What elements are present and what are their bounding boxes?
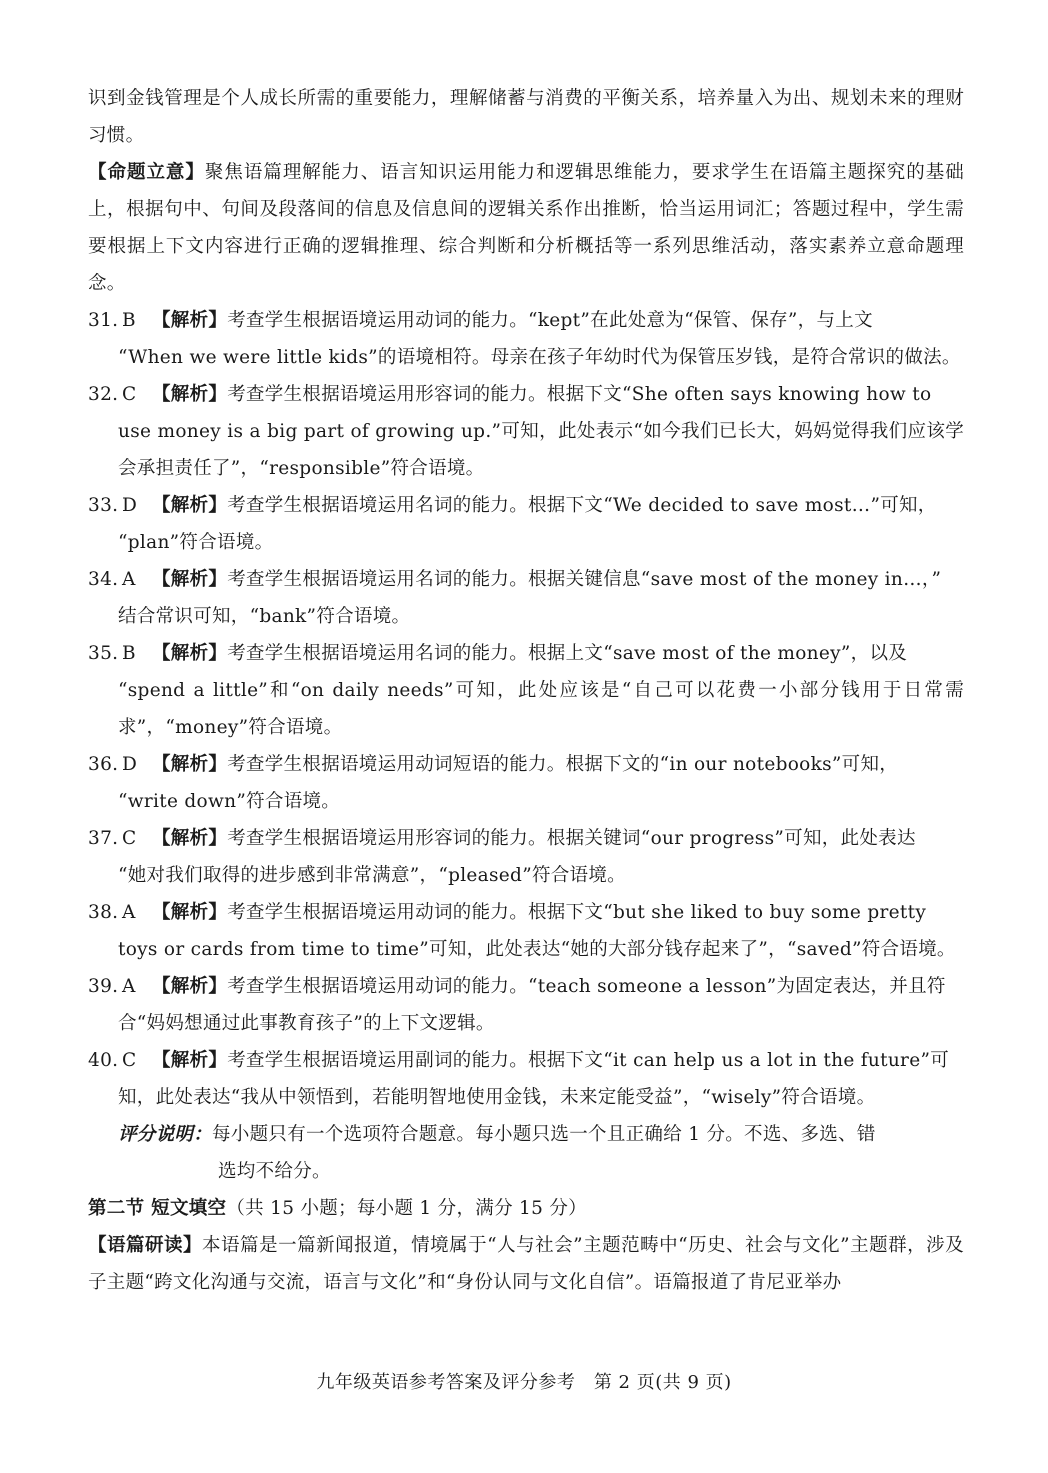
answer-item-38 [88,894,964,968]
analysis-tag: 【解析】 [152,495,228,516]
item-number: 35. [88,643,119,664]
item-answer: D [122,495,138,516]
item-answer: C [122,1050,137,1071]
item-number: 33. [88,495,119,516]
reading-study-label: 【语篇研读】 [88,1235,203,1256]
analysis-continuation: “她对我们取得的进步感到非常满意”，“pleased”符合语境。 [118,865,626,886]
analysis-continuation: use money is a big part of growing up.”可知，此处表示“如今我们已长大，妈妈觉得我们应该学会承担责任了”，“responsible”符合语境。 [118,421,964,479]
scoring-text-line2: 选均不给分。 [218,1161,331,1182]
analysis-first-line: 考查学生根据语境运用动词的能力。“kept”在此处意为“保管、保存”，与上文 [227,310,873,331]
item-number: 38. [88,902,119,923]
analysis-continuation: “write down”符合语境。 [118,791,341,812]
analysis-tag: 【解析】 [152,1050,228,1071]
analysis-first-line: 考查学生根据语境运用形容词的能力。根据关键词“our progress”可知，此处表达 [227,828,916,849]
analysis-tag: 【解析】 [152,643,228,664]
proposition-paragraph [88,154,964,302]
item-answer: B [122,643,136,664]
analysis-first-line: 考查学生根据语境运用形容词的能力。根据下文“She often says knowing how to [227,384,932,405]
item-number: 34. [88,569,119,590]
item-number: 31. [88,310,119,331]
answer-item-35 [88,635,964,746]
analysis-first-line: 考查学生根据语境运用动词的能力。“teach someone a lesson”为固定表达，并且符 [227,976,946,997]
analysis-tag: 【解析】 [152,310,228,331]
answer-item-31 [88,302,964,376]
analysis-tag: 【解析】 [152,754,228,775]
intro-continuation: 识到金钱管理是个人成长所需的重要能力，理解储蓄与消费的平衡关系，培养量入为出、规划未来的理财习惯。 [88,88,964,146]
answer-item-32 [88,376,964,487]
analysis-first-line: 考查学生根据语境运用名词的能力。根据上文“save most of the money”，以及 [227,643,908,664]
analysis-tag: 【解析】 [152,828,228,849]
item-number: 40. [88,1050,119,1071]
proposition-label: 【命题立意】 [88,162,205,183]
analysis-first-line: 考查学生根据语境运用副词的能力。根据下文“it can help us a lot in the future”可 [227,1050,950,1071]
answer-item-36 [88,746,964,820]
item-answer: C [122,384,137,405]
scoring-text-line1: 每小题只有一个选项符合题意。每小题只选一个且正确给 1 分。不选、多选、错 [212,1124,876,1145]
analysis-first-line: 考查学生根据语境运用名词的能力。根据关键信息“save most of the money in…，” [227,569,942,590]
answer-list [88,302,964,1116]
analysis-continuation: 合“妈妈想通过此事教育孩子”的上下文逻辑。 [118,1013,495,1034]
analysis-continuation: 结合常识可知，“bank”符合语境。 [118,606,411,627]
analysis-continuation: toys or cards from time to time”可知，此处表达“她的大部分钱存起来了”，“saved”符合语境。 [118,939,956,960]
answer-item-39 [88,968,964,1042]
page-footer: 九年级英语参考答案及评分参考 第 2 页(共 9 页) [316,1372,732,1393]
item-number: 39. [88,976,119,997]
item-answer: C [122,828,137,849]
analysis-first-line: 考查学生根据语境运用动词的能力。根据下文“but she liked to buy some pretty [227,902,927,923]
item-answer: A [122,902,136,923]
answer-item-34 [88,561,964,635]
proposition-text: 聚焦语篇理解能力、语言知识运用能力和逻辑思维能力，要求学生在语篇主题探究的基础上，根据句中、句间及段落间的信息及信息间的逻辑关系作出推断，恰当运用词汇；答题过程中，学生需要根据上下文内容进行正确的逻辑推理、综合判断和分析概括等一系列思维活动，落实素养立意命题理念。 [88,162,964,294]
item-number: 36. [88,754,119,775]
item-answer: D [122,754,138,775]
item-answer: B [122,310,136,331]
answer-item-40 [88,1042,964,1116]
analysis-tag: 【解析】 [152,976,228,997]
analysis-first-line: 考查学生根据语境运用名词的能力。根据下文“We decided to save most…”可知， [227,495,937,516]
analysis-first-line: 考查学生根据语境运用动词短语的能力。根据下文的“in our notebooks”可知， [227,754,899,775]
analysis-continuation: 知，此处表达“我从中领悟到，若能明智地使用金钱，未来定能受益”，“wisely”符合语境。 [118,1087,876,1108]
reading-study-text: 本语篇是一篇新闻报道，情境属于“人与社会”主题范畴中“历史、社会与文化”主题群，涉及子主题“跨文化沟通与交流，语言与文化”和“身份认同与文化自信”。语篇报道了肯尼亚举办 [88,1235,964,1293]
answer-item-37 [88,820,964,894]
item-answer: A [122,569,136,590]
section-title: 第二节 短文填空 [88,1198,227,1219]
section-heading [88,1190,964,1227]
scoring-label: 评分说明： [118,1124,213,1145]
analysis-tag: 【解析】 [152,902,228,923]
item-number: 37. [88,828,119,849]
reading-study-paragraph [88,1227,964,1301]
item-answer: A [122,976,136,997]
item-number: 32. [88,384,119,405]
section-info: （共 15 小题；每小题 1 分，满分 15 分） [226,1198,587,1219]
analysis-continuation: “plan”符合语境。 [118,532,274,553]
analysis-continuation: “When we were little kids”的语境相符。母亲在孩子年幼时代为保管压岁钱，是符合常识的做法。 [118,347,961,368]
answer-item-33 [88,487,964,561]
analysis-tag: 【解析】 [152,384,228,405]
analysis-continuation: “spend a little”和“on daily needs”可知，此处应该是“自己可以花费一小部分钱用于日常需求”，“money”符合语境。 [118,680,964,738]
scoring-note [118,1116,964,1153]
analysis-tag: 【解析】 [152,569,228,590]
